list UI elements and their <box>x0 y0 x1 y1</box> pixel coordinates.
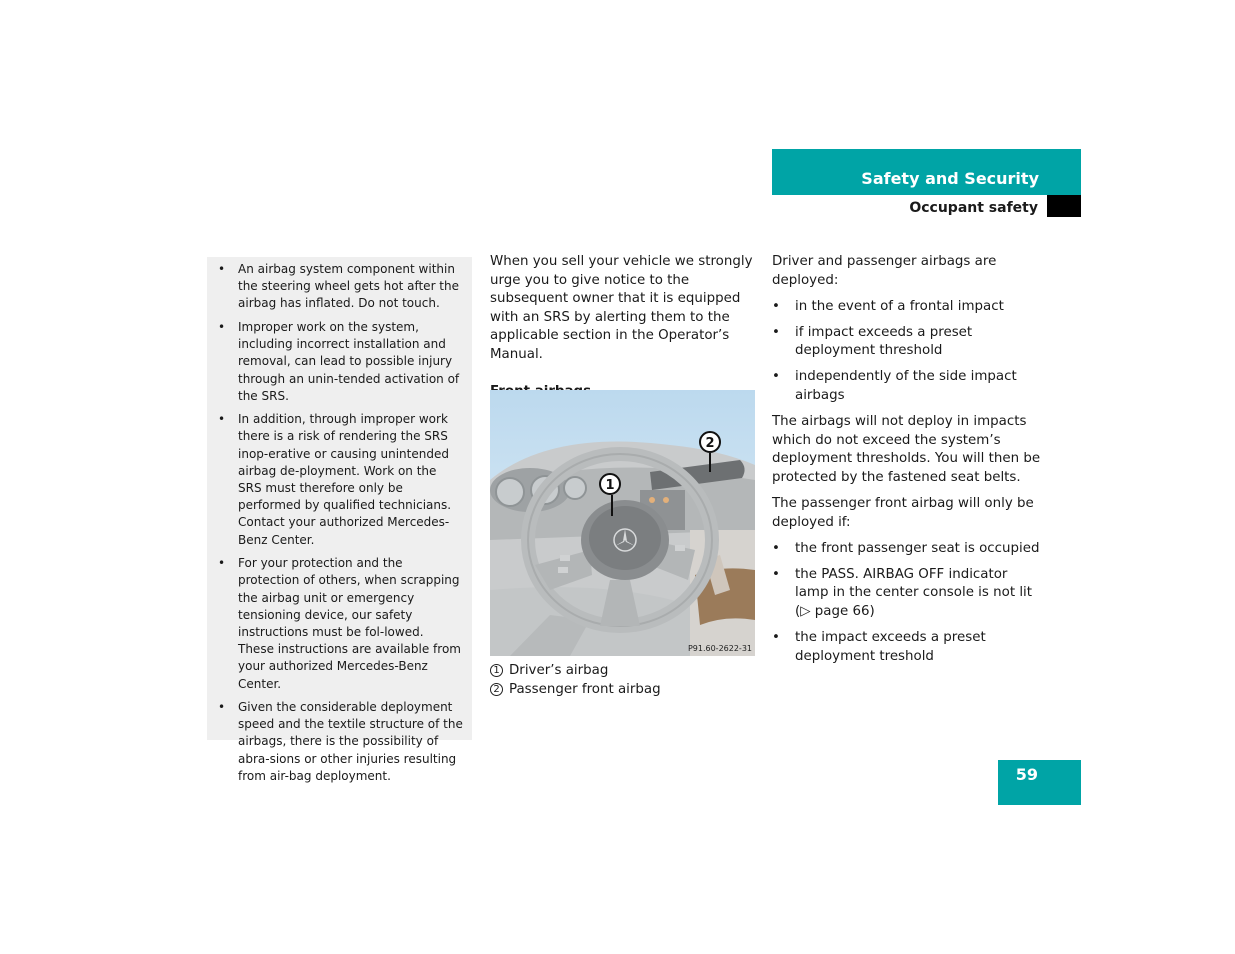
warning-box <box>207 257 472 783</box>
passenger-conditions-list <box>772 540 1042 667</box>
list-item: • if impact exceeds a preset deployment threshold <box>772 324 1042 361</box>
warning-item: • For your protection and the protection of others, when scrapping the airbag unit or emergency tensioning device, our safety instructions must be fol-lowed. These instructions are available from your authorized Mercedes-Benz Center. <box>218 555 463 693</box>
section-header <box>772 149 1081 195</box>
middle-column <box>490 253 756 408</box>
passenger-airbag-intro: The passenger front airbag will only be deployed if: <box>772 496 1034 530</box>
callout-2: 2 <box>705 436 715 451</box>
callout-1: 1 <box>605 478 615 493</box>
list-item: • the front passenger seat is occupied <box>772 540 1042 559</box>
warning-item: • Improper work on the system, including incorrect installation and removal, can lead to possible injury through an unin-tended activation of the SRS. <box>218 319 463 405</box>
list-item: • the impact exceeds a preset deployment treshold <box>772 629 1042 666</box>
legend-number: 2 <box>490 683 503 696</box>
warning-item: • An airbag system component within the steering wheel gets hot after the airbag has inflated. Do not touch. <box>218 261 463 313</box>
page-number: 59 <box>1015 765 1038 784</box>
intro-paragraph: When you sell your vehicle we strongly urge you to give notice to the subsequent owner that it is equipped with an SRS by alerting them to the applicable section in the Operator’s Manual. <box>490 254 753 362</box>
list-item: • in the event of a frontal impact <box>772 298 1042 317</box>
section-title: Safety and Security <box>861 169 1039 188</box>
subsection-title: Occupant safety <box>909 200 1038 216</box>
deploy-conditions-list <box>772 298 1042 406</box>
list-item: • independently of the side impact airbags <box>772 368 1042 405</box>
figure-code: P91.60-2622-31 <box>687 644 752 653</box>
legend-item <box>490 661 661 680</box>
right-column <box>772 253 1042 674</box>
list-item: • the PASS. AIRBAG OFF indicator lamp in the center console is not lit (▷ page 66) <box>772 566 1042 622</box>
figure-legend <box>490 661 661 699</box>
legend-label: Passenger front airbag <box>509 682 661 697</box>
legend-label: Driver’s airbag <box>509 663 609 678</box>
thumb-tab-marker <box>1047 195 1081 217</box>
deploy-intro: Driver and passenger airbags are deployed: <box>772 254 997 288</box>
warning-item: • In addition, through improper work there is a risk of rendering the SRS inop-erative or causing unintended airbag de-ployment. Work on the SRS must therefore only be performed by qualified technicians. Contact your authorized Mercedes-Benz Center. <box>218 411 463 549</box>
legend-number: 1 <box>490 664 503 677</box>
page-number-box <box>998 760 1081 805</box>
legend-item <box>490 680 661 699</box>
no-deploy-paragraph: The airbags will not deploy in impacts which do not exceed the system’s deployment thresholds. You will then be protected by the fastened seat belts. <box>772 414 1041 485</box>
steering-wheel-illustration <box>490 390 755 656</box>
warning-item: • Given the considerable deployment speed and the textile structure of the airbags, there is the possibility of abra-sions or other injuries resulting from air-bag deployment. <box>218 699 463 785</box>
